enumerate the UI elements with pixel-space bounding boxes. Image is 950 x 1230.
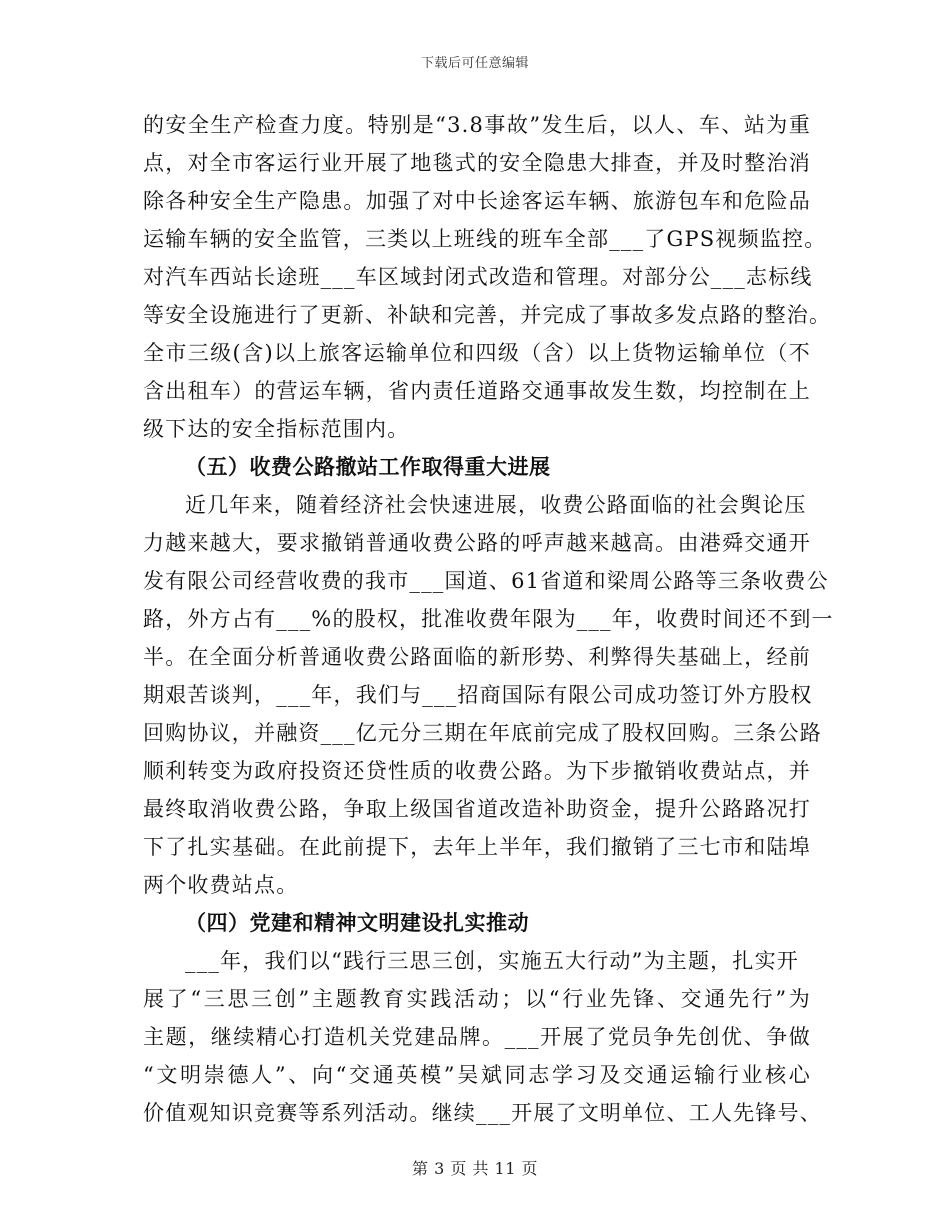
paragraph-line: 顺利转变为政府投资还贷性质的收费公路。为下步撤销收费站点，并	[143, 759, 811, 783]
paragraph-line: 半。在全面分析普通收费公路面临的新形势、利弊得失基础上，经前	[143, 645, 811, 669]
paragraph-line: 级下达的安全指标范围内。	[143, 417, 410, 441]
paragraph-line: 路，外方占有___%的股权，批准收费年限为___年，收费时间还不到一	[143, 607, 834, 631]
paragraph-line: 等安全设施进行了更新、补缺和完善，并完成了事故多发点路的整治。	[143, 303, 832, 327]
page-number: 第 3 页 共 11 页	[412, 1159, 538, 1178]
paragraph-line: 对汽车西站长途班___车区域封闭式改造和管理。对部分公___志标线	[143, 265, 813, 289]
paragraph-line: 回购协议，并融资___亿元分三期在年底前完成了股权回购。三条公路	[143, 721, 822, 745]
section-heading-5: （五）收费公路撤站工作取得重大进展	[185, 454, 551, 479]
paragraph-line: 期艰苦谈判，___年，我们与___招商国际有限公司成功签订外方股权	[143, 683, 813, 707]
document-body	[143, 106, 834, 1132]
paragraph-line: 全市三级(含)以上旅客运输单位和四级（含）以上货物运输单位（不	[143, 341, 811, 365]
paragraph-line: “文明崇德人”、向“交通英模”吴斌同志学习及交通运输行业核心	[143, 1063, 811, 1087]
paragraph-line: 运输车辆的安全监管，三类以上班线的班车全部___了GPS视频监控。	[143, 227, 827, 251]
paragraph-line: 力越来越大，要求撤销普通收费公路的呼声越来越高。由港舜交通开	[143, 531, 811, 555]
paragraph-line: 最终取消收费公路，争取上级国省道改造补助资金，提升公路路况打	[143, 797, 811, 821]
page-header-note: 下载后可任意编辑	[420, 56, 529, 71]
paragraph-line: 点，对全市客运行业开展了地毯式的安全隐患大排查，并及时整治消	[143, 151, 811, 175]
paragraph-line: 下了扎实基础。在此前提下，去年上半年，我们撤销了三七市和陆埠	[143, 835, 811, 859]
paragraph-first-line: ___年，我们以“践行三思三创，实施五大行动”为主题，扎实开	[185, 949, 799, 973]
paragraph-line: 除各种安全生产隐患。加强了对中长途客运车辆、旅游包车和危险品	[143, 189, 811, 213]
paragraph-line: 发有限公司经营收费的我市___国道、61省道和梁周公路等三条收费公	[143, 569, 829, 593]
paragraph-first-line: 近几年来，随着经济社会快速进展，收费公路面临的社会舆论压	[185, 493, 807, 517]
paragraph-line: 的安全生产检查力度。特别是“3.8事故”发生后，以人、车、站为重	[143, 113, 811, 137]
paragraph-line: 两个收费站点。	[143, 873, 299, 897]
paragraph-line: 展了“三思三创”主题教育实践活动；以“行业先锋、交通先行”为	[143, 987, 811, 1011]
paragraph-line: 主题，继续精心打造机关党建品牌。___开展了党员争先创优、争做	[143, 1025, 811, 1049]
paragraph-line: 含出租车）的营运车辆，省内责任道路交通事故发生数，均控制在上	[143, 379, 811, 403]
section-heading-4: （四）党建和精神文明建设扎实推动	[185, 910, 529, 935]
paragraph-line: 价值观知识竞赛等系列活动。继续___开展了文明单位、工人先锋号、	[143, 1101, 822, 1125]
